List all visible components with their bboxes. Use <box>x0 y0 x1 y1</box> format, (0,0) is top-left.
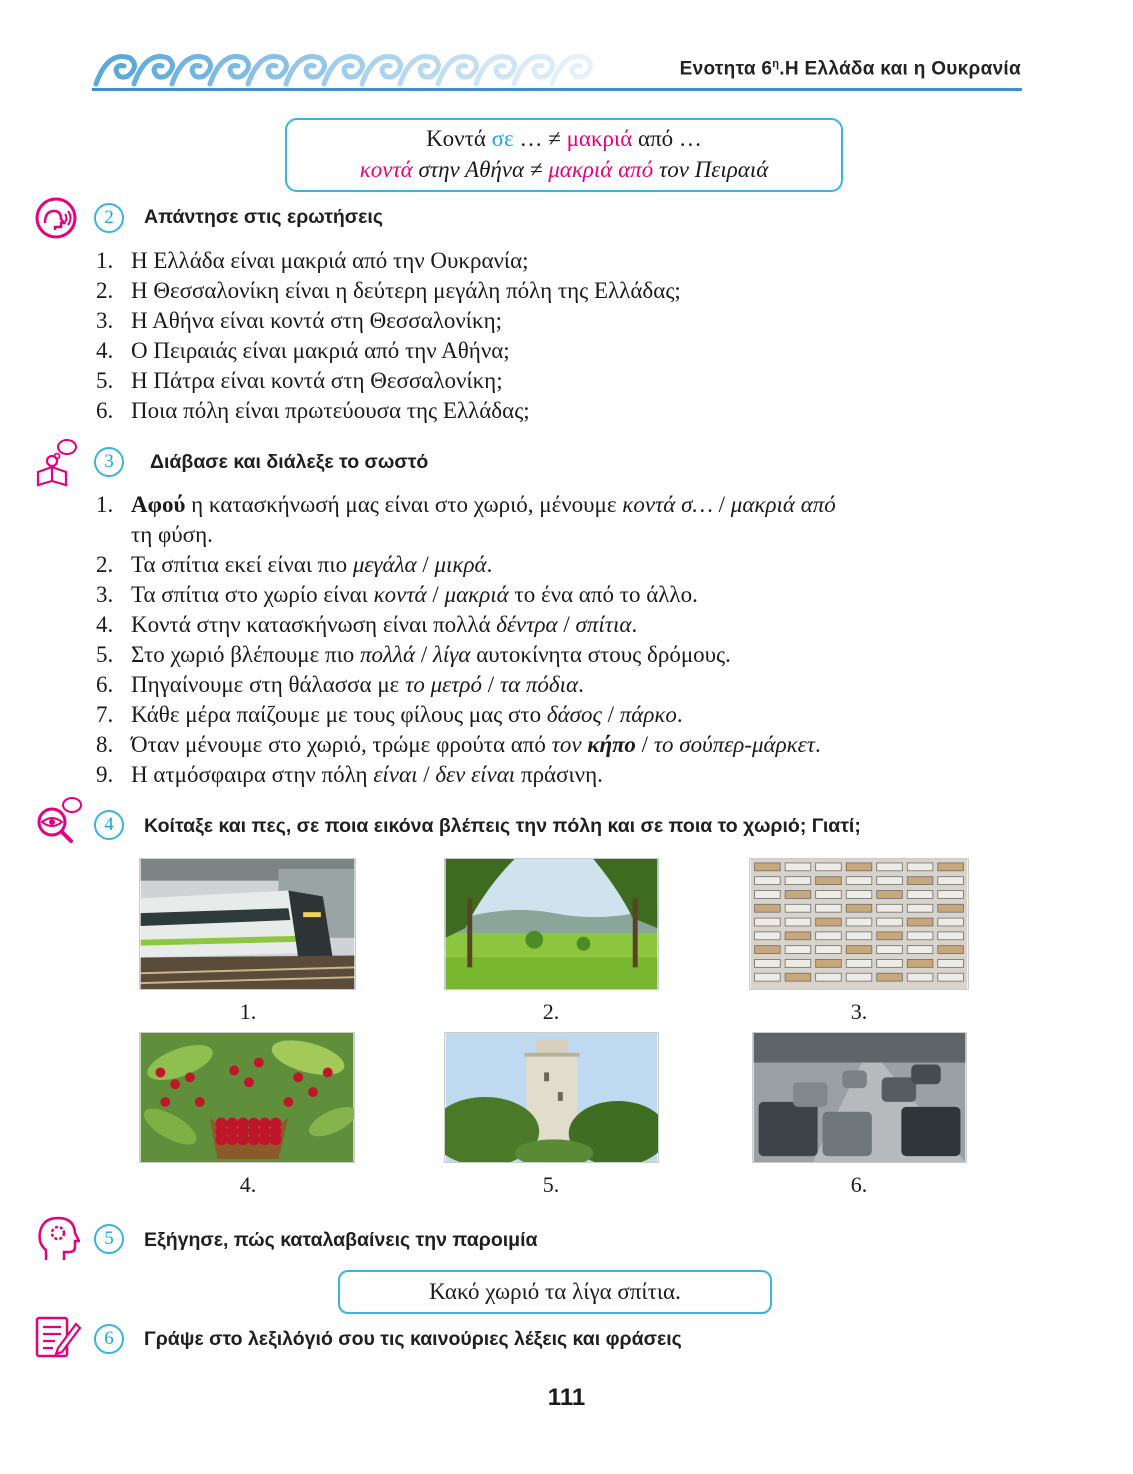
option-separator: / <box>426 582 445 607</box>
option-a-bold: κήπο <box>587 732 636 757</box>
sentence-text: τη φύση. <box>131 522 213 547</box>
exercise-2-list <box>96 246 1036 426</box>
option-separator: / <box>712 492 731 517</box>
item-number: 7. <box>96 702 114 727</box>
exercise-4-number: 4 <box>94 810 124 840</box>
grammar-box <box>285 118 843 192</box>
option-separator: / <box>415 642 433 667</box>
item-number: 3. <box>96 308 114 333</box>
choice-item <box>96 550 1036 580</box>
option-separator: / <box>635 732 654 757</box>
option-b: σπίτια <box>575 612 632 637</box>
page-number: 111 <box>547 1384 586 1411</box>
option-b: τα πόδια <box>499 672 579 697</box>
option-b: δεν είναι <box>435 762 516 787</box>
question-item <box>96 366 1036 396</box>
photo-countryside <box>444 858 659 990</box>
question-text: Η Αθήνα είναι κοντά στη Θεσσαλονίκη; <box>131 308 502 333</box>
question-text: Ποια πόλη είναι πρωτεύουσα της Ελλάδας; <box>131 398 530 423</box>
question-text: Η Πάτρα είναι κοντά στη Θεσσαλονίκη; <box>131 368 503 393</box>
reading-icon <box>34 436 82 488</box>
sentence-text: Κάθε μέρα παίζουμε με τους φίλους μας στο <box>131 702 547 727</box>
item-number: 5. <box>96 368 114 393</box>
proverb-box: Κακό χωριό τα λίγα σπίτια. <box>338 1270 772 1314</box>
sentence-text: το ένα από το άλλο. <box>508 582 698 607</box>
question-text: Η Ελλάδα είναι μακριά από την Ουκρανία; <box>131 248 529 273</box>
sentence-text: Τα σπίτια στο χωρίο είναι <box>131 582 374 607</box>
item-number: 4. <box>96 338 114 363</box>
photo-white-tower <box>444 1032 659 1163</box>
photo-apartment-buildings <box>749 858 969 990</box>
photo-caption: 4. <box>239 1172 257 1197</box>
item-number: 2. <box>96 278 114 303</box>
question-item <box>96 306 1036 336</box>
sentence-text: αυτοκίνητα στους δρόμους. <box>470 642 731 667</box>
question-item <box>96 396 1036 426</box>
writing-icon <box>34 1314 82 1360</box>
photo-traffic-jam <box>752 1032 967 1163</box>
exercise-3-number: 3 <box>94 447 124 477</box>
item-number: 2. <box>96 552 114 577</box>
sentence-text: Πηγαίνουμε στη θάλασσα με <box>131 672 406 697</box>
bold-word: Αφού <box>131 492 186 517</box>
sentence-text: Τα σπίτια εκεί είναι πιο <box>131 552 353 577</box>
question-item <box>96 336 1036 366</box>
exercise-4-title: Κοίταξε και πες, σε ποια εικόνα βλέπεις την πόλη και σε ποια το χωριό; Γιατί; <box>144 815 861 837</box>
sentence-text: . <box>814 732 821 757</box>
sentence-text: . <box>486 552 493 577</box>
photo-caption: 3. <box>850 999 868 1024</box>
option-separator: / <box>557 612 576 637</box>
looking-icon <box>32 796 84 844</box>
item-number: 1. <box>96 492 114 517</box>
choice-item <box>96 760 1036 790</box>
photo-caption: 6. <box>850 1172 868 1197</box>
sentence-text: . <box>578 672 584 697</box>
option-a: είναι <box>373 762 418 787</box>
option-b: το σούπερ-μάρκετ <box>653 732 815 757</box>
exercise-6-number: 6 <box>94 1324 124 1354</box>
item-number: 9. <box>96 762 114 787</box>
choice-item <box>96 610 1036 640</box>
option-a: μεγάλα <box>352 552 417 577</box>
option-a: δάσος <box>546 702 602 727</box>
photo-caption: 2. <box>542 999 560 1024</box>
sentence-text: η κατασκήνωσή μας είναι στο χωριό, μένουμε <box>185 492 623 517</box>
option-a: δέντρα <box>496 612 558 637</box>
option-b: πάρκο <box>619 702 677 727</box>
item-number: 6. <box>96 398 114 423</box>
wave-border-icon <box>92 48 612 90</box>
exercise-3-title: Διάβασε και διάλεξε το σωστό <box>150 451 429 473</box>
speaking-icon <box>32 196 80 240</box>
question-text: Η Θεσσαλονίκη είναι η δεύτερη μεγάλη πόλη της Ελλάδας; <box>131 278 681 303</box>
sentence-text: Στο χωριό βλέπουμε πιο <box>131 642 361 667</box>
option-separator: / <box>417 762 436 787</box>
option-separator: / <box>416 552 435 577</box>
option-b: μακριά <box>444 582 509 607</box>
exercise-2-number: 2 <box>94 203 124 233</box>
sentence-text: . <box>676 702 683 727</box>
item-number: 6. <box>96 672 114 697</box>
item-number: 5. <box>96 642 114 667</box>
option-separator: / <box>481 672 500 697</box>
question-item <box>96 276 1036 306</box>
sentence-text: Κοντά στην κατασκήνωση είναι πολλά <box>131 612 497 637</box>
option-a: πολλά <box>360 642 416 667</box>
exercise-3-list <box>96 490 1036 790</box>
option-a: τον <box>551 732 588 757</box>
thinking-head-icon <box>36 1214 80 1264</box>
option-b: λίγα <box>432 642 471 667</box>
item-number: 1. <box>96 248 114 273</box>
option-a: το μετρό <box>405 672 482 697</box>
sentence-text: πράσινη. <box>515 762 603 787</box>
choice-item <box>96 670 1036 700</box>
sentence-text: Η ατμόσφαιρα στην πόλη <box>131 762 374 787</box>
sentence-text: Όταν μένουμε στο χωριό, τρώμε φρούτα από <box>131 732 552 757</box>
choice-item <box>96 640 1036 670</box>
photo-metro-train <box>139 858 356 990</box>
sentence-text: . <box>631 612 638 637</box>
question-item <box>96 246 1036 276</box>
item-number: 4. <box>96 612 114 637</box>
choice-item <box>96 700 1036 730</box>
question-text: Ο Πειραιάς είναι μακριά από την Αθήνα; <box>131 338 510 363</box>
option-a: κοντά <box>373 582 427 607</box>
grammar-line-2: κοντά στην Αθήνα ≠ μακριά από τον Πειραιά <box>359 157 769 182</box>
option-b: μικρά <box>434 552 487 577</box>
item-number: 8. <box>96 732 114 757</box>
choice-item <box>96 580 1036 610</box>
choice-item <box>96 730 1036 760</box>
header-rule <box>92 88 1022 91</box>
option-a: κοντά σ… <box>622 492 713 517</box>
photo-caption: 5. <box>542 1172 560 1197</box>
option-separator: / <box>601 702 620 727</box>
exercise-6-title: Γράψε στο λεξιλόγιό σου τις καινούριες λέξεις και φράσεις <box>144 1328 682 1350</box>
grammar-line-1: Κοντά σε … ≠ μακριά από … <box>426 126 702 151</box>
photo-caption: 1. <box>239 999 257 1024</box>
unit-title: Ενοτητα $6^\eta.H$ Ελλάδα και η Ουκρανία <box>679 58 1021 80</box>
photo-cherries <box>139 1032 355 1163</box>
option-b: μακριά από <box>730 492 836 517</box>
exercise-5-title: Εξήγησε, πώς καταλαβαίνεις την παροιμία <box>144 1229 538 1251</box>
choice-item <box>96 490 1036 550</box>
exercise-2-title: Απάντησε στις ερωτήσεις <box>144 206 383 228</box>
item-number: 3. <box>96 582 114 607</box>
exercise-5-number: 5 <box>94 1224 124 1254</box>
